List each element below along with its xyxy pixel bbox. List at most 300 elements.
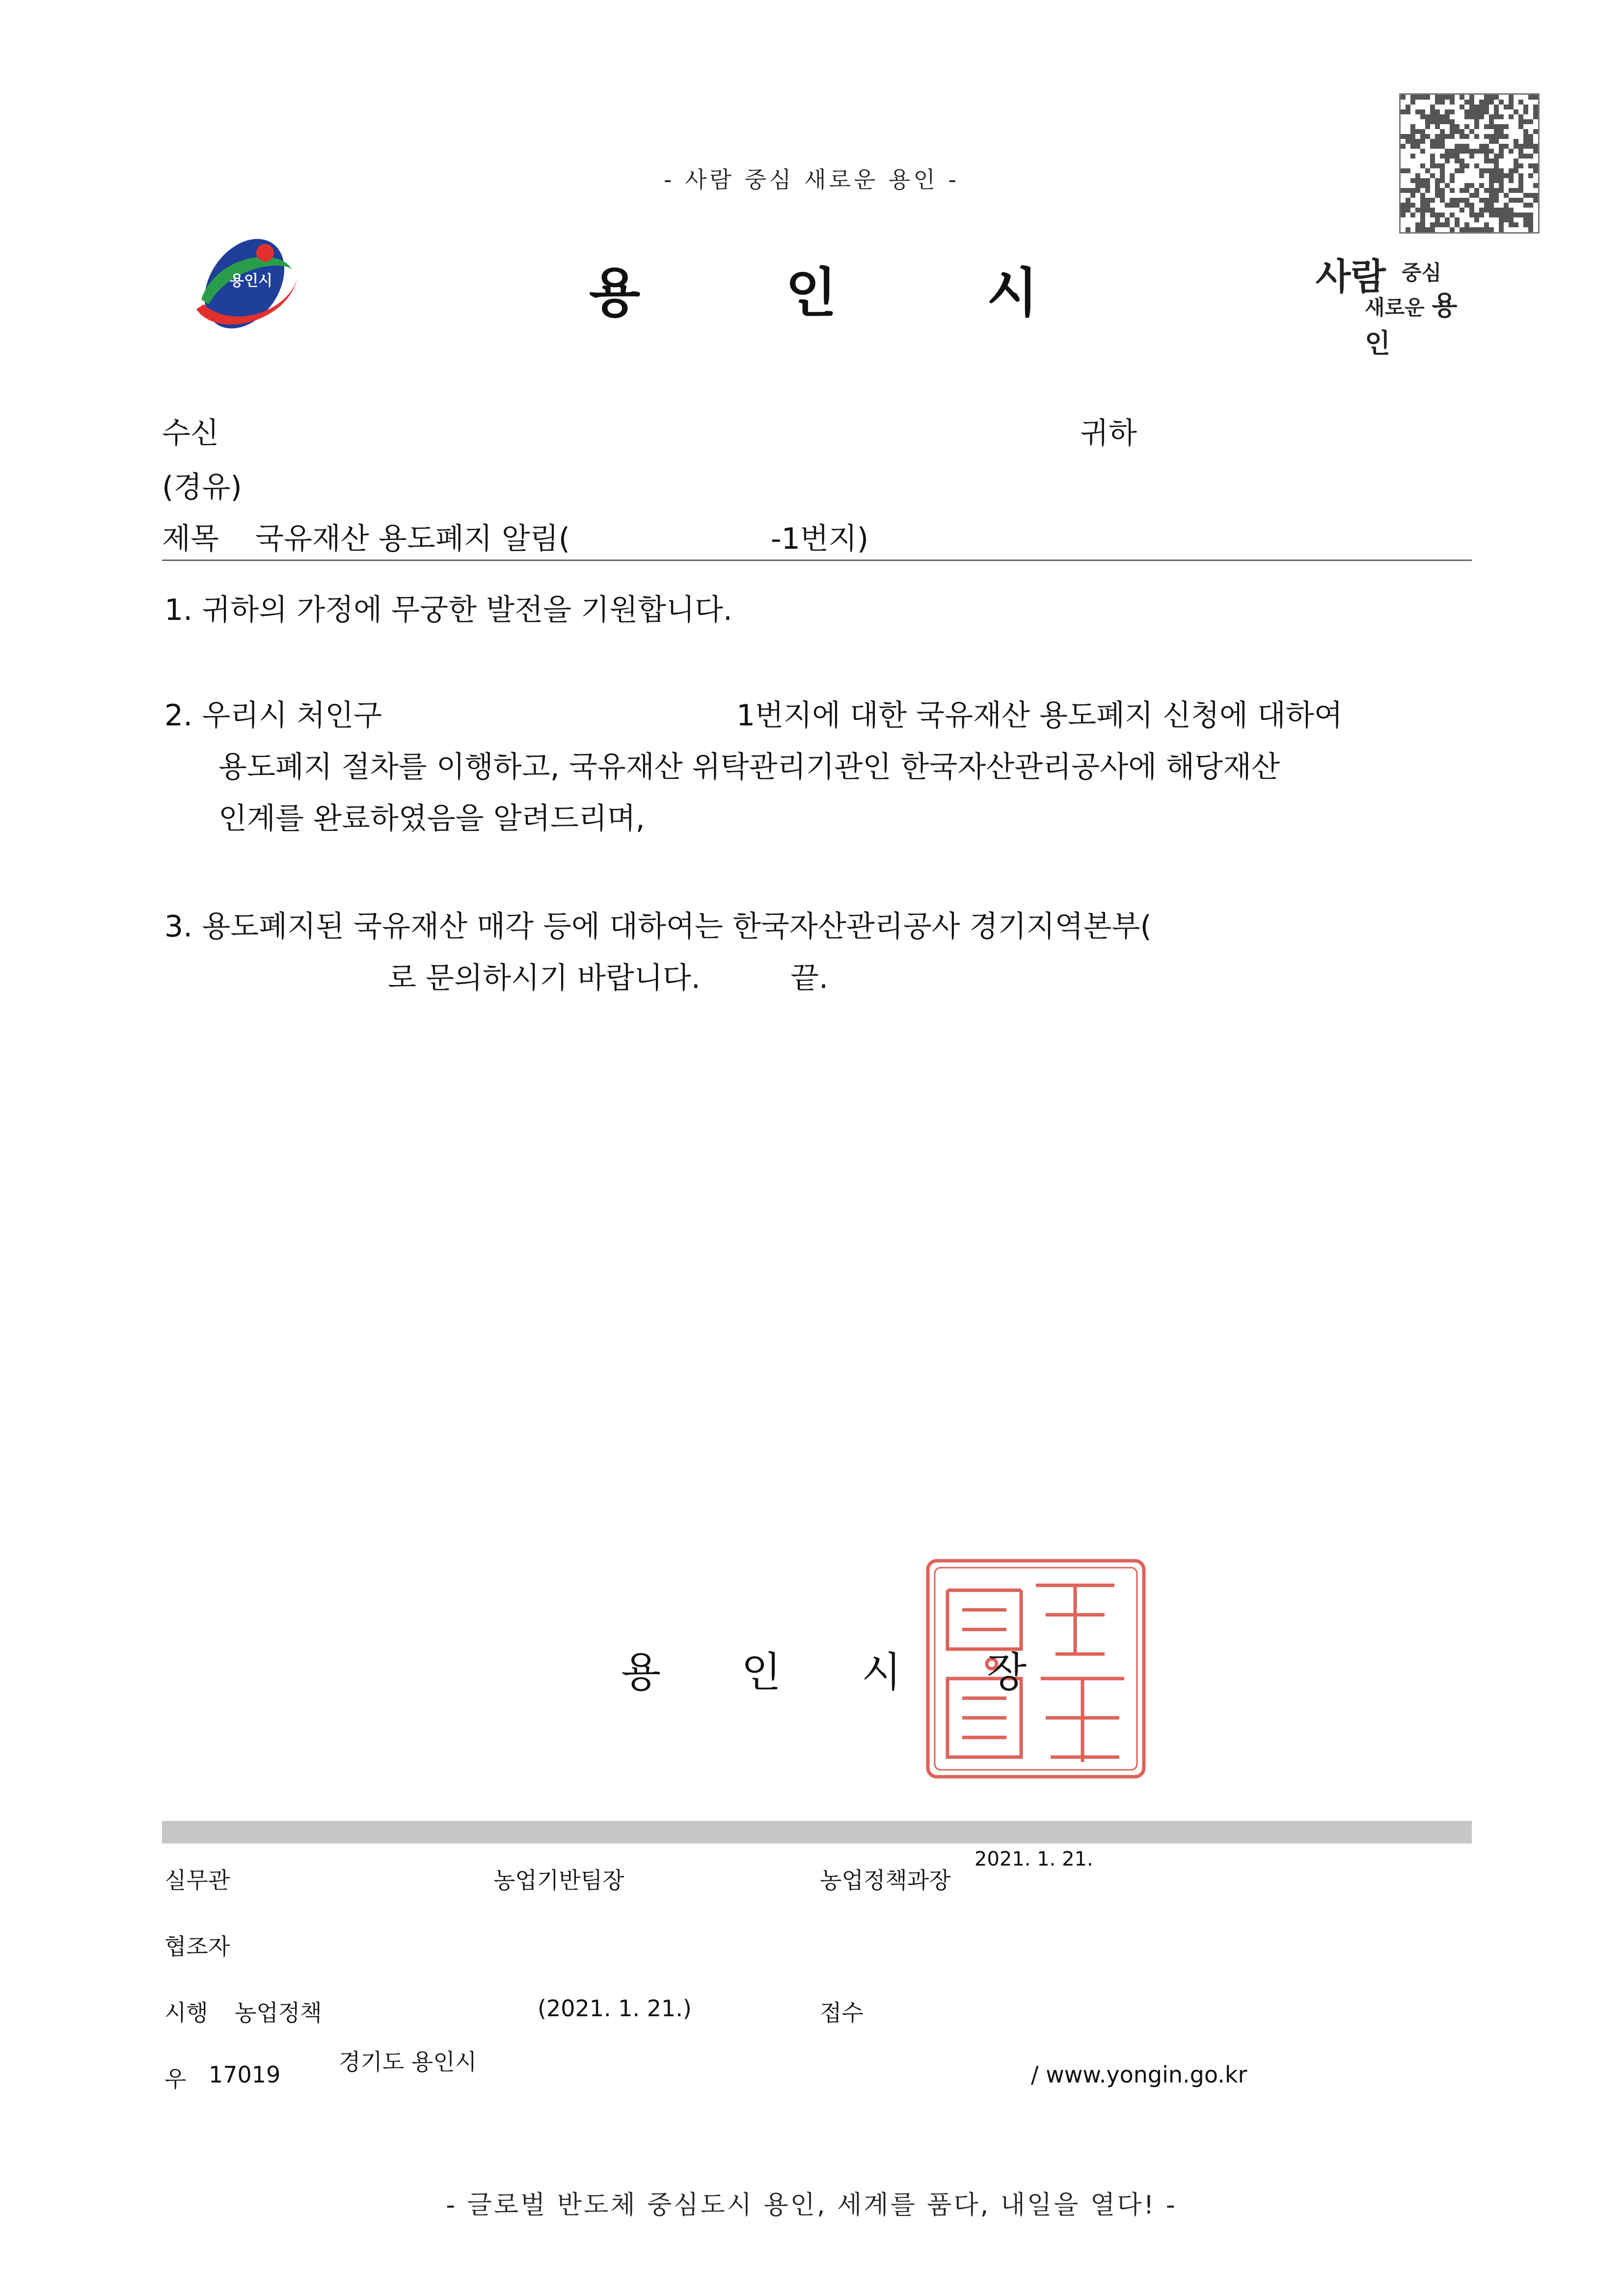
qr-module <box>1479 100 1484 105</box>
paragraph-2-mid: 1번지에 대한 국유재산 용도폐지 신청에 대하여 <box>736 698 1343 733</box>
brand-word-saeroun: 새로운 <box>1365 295 1425 320</box>
qr-module <box>1406 134 1410 139</box>
qr-module <box>1504 134 1509 139</box>
qr-module <box>1469 203 1474 208</box>
qr-module <box>1450 198 1455 203</box>
qr-module <box>1425 95 1430 100</box>
qr-module <box>1460 188 1464 193</box>
qr-module <box>1401 95 1406 100</box>
qr-module <box>1533 105 1538 109</box>
qr-module <box>1499 124 1504 129</box>
subject-label: 제목 <box>162 522 219 556</box>
qr-module <box>1494 163 1499 168</box>
qr-module <box>1420 222 1425 227</box>
qr-module <box>1420 198 1425 203</box>
qr-module <box>1425 208 1430 213</box>
qr-module <box>1406 105 1410 109</box>
qr-module <box>1474 149 1479 154</box>
qr-module <box>1450 95 1455 100</box>
qr-module <box>1440 213 1445 217</box>
qr-module <box>1401 134 1406 139</box>
qr-module <box>1484 203 1489 208</box>
qr-module <box>1464 183 1469 188</box>
qr-module <box>1450 149 1455 154</box>
qr-module <box>1523 139 1528 144</box>
qr-module <box>1415 208 1420 213</box>
signature-char-3: 시 <box>862 1648 902 1696</box>
qr-module <box>1523 144 1528 149</box>
qr-module <box>1494 105 1499 109</box>
qr-module <box>1504 217 1509 222</box>
qr-module <box>1479 144 1484 149</box>
paragraph-2-start: 2. 우리시 처인구 <box>164 698 382 733</box>
section-chief-label: 농업정책과장 <box>820 1867 951 1894</box>
qr-module <box>1450 178 1455 183</box>
qr-module <box>1401 144 1406 149</box>
qr-module <box>1469 154 1474 159</box>
qr-module <box>1509 188 1514 193</box>
recipient-suffix: 귀하 <box>1080 416 1137 451</box>
qr-module <box>1420 109 1425 114</box>
qr-module <box>1410 144 1415 149</box>
qr-module <box>1401 188 1406 193</box>
recipient-label: 수신 <box>162 416 219 451</box>
qr-module <box>1460 95 1464 100</box>
qr-module <box>1489 100 1494 105</box>
qr-module <box>1518 149 1523 154</box>
qr-module <box>1484 95 1489 100</box>
qr-module <box>1499 144 1504 149</box>
qr-module <box>1420 183 1425 188</box>
qr-module <box>1474 217 1479 222</box>
qr-module <box>1450 100 1455 105</box>
qr-module <box>1533 95 1538 100</box>
qr-module <box>1484 159 1489 163</box>
qr-module <box>1435 124 1440 129</box>
qr-module <box>1484 188 1489 193</box>
official-seal <box>918 1551 1154 1787</box>
qr-module <box>1445 154 1450 159</box>
qr-module <box>1523 213 1528 217</box>
qr-module <box>1415 144 1420 149</box>
qr-module <box>1484 134 1489 139</box>
via-label: (경유) <box>162 470 242 505</box>
qr-module <box>1509 114 1514 119</box>
qr-module <box>1440 173 1445 178</box>
qr-module <box>1533 168 1538 173</box>
qr-module <box>1499 154 1504 159</box>
qr-module <box>1504 208 1509 213</box>
logo-text: 용인시 <box>230 272 272 290</box>
qr-module <box>1460 208 1464 213</box>
qr-module <box>1523 134 1528 139</box>
qr-module <box>1435 119 1440 124</box>
qr-module <box>1514 222 1518 227</box>
qr-module <box>1518 188 1523 193</box>
qr-module <box>1484 100 1489 105</box>
qr-module <box>1430 163 1435 168</box>
qr-module <box>1435 109 1440 114</box>
qr-module <box>1489 139 1494 144</box>
qr-module <box>1410 213 1415 217</box>
footer-bar <box>162 1821 1472 1843</box>
qr-module <box>1450 154 1455 159</box>
qr-module <box>1415 222 1420 227</box>
qr-module <box>1406 198 1410 203</box>
qr-module <box>1440 154 1445 159</box>
qr-module <box>1464 163 1469 168</box>
qr-module <box>1494 124 1499 129</box>
qr-module <box>1435 95 1440 100</box>
qr-module <box>1484 105 1489 109</box>
qr-module <box>1518 173 1523 178</box>
qr-module <box>1509 208 1514 213</box>
qr-module <box>1528 203 1533 208</box>
qr-module <box>1489 149 1494 154</box>
qr-module <box>1479 114 1484 119</box>
qr-module <box>1533 114 1538 119</box>
qr-module <box>1484 198 1489 203</box>
qr-module <box>1518 114 1523 119</box>
qr-module <box>1504 203 1509 208</box>
qr-module <box>1440 222 1445 227</box>
qr-module <box>1455 222 1460 227</box>
qr-code <box>1399 93 1540 234</box>
qr-module <box>1499 222 1504 227</box>
qr-module <box>1489 203 1494 208</box>
qr-module <box>1440 100 1445 105</box>
qr-module <box>1484 154 1489 159</box>
qr-module <box>1514 139 1518 144</box>
qr-module <box>1410 95 1415 100</box>
brand-word-jungsim: 중심 <box>1402 261 1442 285</box>
qr-module <box>1435 188 1440 193</box>
qr-module <box>1509 178 1514 183</box>
qr-module <box>1489 124 1494 129</box>
qr-module <box>1489 114 1494 119</box>
qr-module <box>1474 134 1479 139</box>
qr-module <box>1410 178 1415 183</box>
qr-module <box>1430 105 1435 109</box>
qr-module <box>1489 183 1494 188</box>
qr-module <box>1474 105 1479 109</box>
qr-module <box>1460 198 1464 203</box>
qr-module <box>1469 109 1474 114</box>
qr-module <box>1518 144 1523 149</box>
qr-module <box>1406 188 1410 193</box>
qr-module <box>1469 183 1474 188</box>
qr-module <box>1494 159 1499 163</box>
brand-word-yongin: 용인 <box>1365 290 1458 359</box>
qr-module <box>1435 134 1440 139</box>
qr-module <box>1455 149 1460 154</box>
qr-module <box>1494 154 1499 159</box>
website-link[interactable]: / www.yongin.go.kr <box>1031 2061 1247 2088</box>
qr-module <box>1435 100 1440 105</box>
qr-module <box>1484 222 1489 227</box>
qr-module <box>1479 149 1484 154</box>
qr-module <box>1410 139 1415 144</box>
qr-module <box>1410 134 1415 139</box>
paragraph-3-line2: 로 문의하시기 바랍니다. <box>388 961 701 995</box>
qr-module <box>1435 139 1440 144</box>
qr-module <box>1523 154 1528 159</box>
qr-module <box>1410 129 1415 134</box>
qr-module <box>1406 208 1410 213</box>
qr-module <box>1415 183 1420 188</box>
qr-module <box>1514 159 1518 163</box>
qr-module <box>1450 129 1455 134</box>
paragraph-3-end: 끝. <box>790 961 829 995</box>
qr-module <box>1489 168 1494 173</box>
qr-module <box>1455 144 1460 149</box>
cooperator-label: 협조자 <box>164 1933 230 1960</box>
qr-module <box>1533 109 1538 114</box>
qr-module <box>1464 144 1469 149</box>
qr-module <box>1499 129 1504 134</box>
qr-module <box>1514 163 1518 168</box>
qr-module <box>1479 213 1484 217</box>
qr-module <box>1445 95 1450 100</box>
qr-module <box>1430 139 1435 144</box>
qr-module <box>1460 144 1464 149</box>
qr-module <box>1499 100 1504 105</box>
qr-module <box>1435 222 1440 227</box>
qr-module <box>1469 213 1474 217</box>
qr-module <box>1425 183 1430 188</box>
qr-module <box>1415 173 1420 178</box>
qr-module <box>1464 149 1469 154</box>
qr-module <box>1430 159 1435 163</box>
qr-module <box>1425 134 1430 139</box>
top-slogan: - 사람 중심 새로운 용인 - <box>663 166 960 193</box>
qr-module <box>1406 109 1410 114</box>
qr-module <box>1528 154 1533 159</box>
qr-module <box>1479 183 1484 188</box>
qr-module <box>1499 173 1504 178</box>
qr-module <box>1523 119 1528 124</box>
qr-module <box>1523 193 1528 198</box>
qr-module <box>1504 144 1509 149</box>
qr-module <box>1464 203 1469 208</box>
qr-module <box>1440 163 1445 168</box>
qr-module <box>1430 119 1435 124</box>
qr-module <box>1494 193 1499 198</box>
qr-module <box>1440 168 1445 173</box>
qr-module <box>1430 114 1435 119</box>
brand-slogan-logo <box>1316 248 1478 359</box>
paragraph-2-line2: 용도폐지 절차를 이행하고, 국유재산 위탁관리기관인 한국자산관리공사에 해당재산 <box>218 750 1280 784</box>
qr-module <box>1484 149 1489 154</box>
qr-module <box>1504 124 1509 129</box>
qr-module <box>1499 183 1504 188</box>
qr-module <box>1523 105 1528 109</box>
qr-module <box>1523 129 1528 134</box>
qr-module <box>1445 134 1450 139</box>
postal-label: 우 <box>164 2066 187 2092</box>
qr-module <box>1518 178 1523 183</box>
qr-module <box>1415 109 1420 114</box>
qr-module <box>1518 119 1523 124</box>
office-address: 경기도 용인시 <box>339 2049 477 2075</box>
qr-module <box>1445 149 1450 154</box>
qr-module <box>1435 193 1440 198</box>
qr-module <box>1474 213 1479 217</box>
qr-module <box>1435 163 1440 168</box>
qr-module <box>1425 227 1430 232</box>
qr-module <box>1489 173 1494 178</box>
qr-module <box>1460 159 1464 163</box>
title-char-3: 시 <box>987 263 1038 324</box>
qr-module <box>1445 159 1450 163</box>
officer-label: 실무관 <box>164 1867 230 1894</box>
qr-module <box>1420 149 1425 154</box>
qr-module <box>1415 129 1420 134</box>
qr-module <box>1494 109 1499 114</box>
subject-tail: -1번지) <box>771 522 869 556</box>
qr-module <box>1445 222 1450 227</box>
qr-module <box>1528 134 1533 139</box>
qr-module <box>1484 144 1489 149</box>
qr-module <box>1406 168 1410 173</box>
qr-module <box>1460 168 1464 173</box>
subject-text: 국유재산 용도폐지 알림( <box>255 522 570 556</box>
qr-module <box>1435 217 1440 222</box>
qr-module <box>1415 139 1420 144</box>
qr-module <box>1430 213 1435 217</box>
qr-module <box>1494 213 1499 217</box>
qr-module <box>1464 222 1469 227</box>
qr-module <box>1499 134 1504 139</box>
qr-module <box>1469 193 1474 198</box>
qr-module <box>1514 213 1518 217</box>
yongin-city-logo <box>187 226 304 339</box>
qr-module <box>1430 173 1435 178</box>
qr-module <box>1509 95 1514 100</box>
qr-module <box>1450 203 1455 208</box>
qr-module <box>1489 227 1494 232</box>
qr-module <box>1489 198 1494 203</box>
qr-module <box>1518 100 1523 105</box>
qr-module <box>1533 198 1538 203</box>
qr-module <box>1533 144 1538 149</box>
qr-module <box>1435 213 1440 217</box>
qr-module <box>1479 168 1484 173</box>
qr-module <box>1509 168 1514 173</box>
qr-module <box>1425 178 1430 183</box>
qr-module <box>1469 129 1474 134</box>
enforce-dept: 농업정책 <box>235 2000 322 2026</box>
qr-module <box>1455 154 1460 159</box>
qr-module <box>1528 217 1533 222</box>
qr-module <box>1450 227 1455 232</box>
qr-module <box>1455 168 1460 173</box>
qr-module <box>1494 129 1499 134</box>
qr-module <box>1469 149 1474 154</box>
qr-module <box>1415 188 1420 193</box>
qr-module <box>1455 129 1460 134</box>
qr-module <box>1406 139 1410 144</box>
qr-module <box>1499 217 1504 222</box>
qr-module <box>1528 119 1533 124</box>
qr-module <box>1440 134 1445 139</box>
qr-module <box>1474 193 1479 198</box>
qr-module <box>1474 163 1479 168</box>
qr-module <box>1420 227 1425 232</box>
qr-module <box>1514 144 1518 149</box>
qr-module <box>1460 149 1464 154</box>
qr-module <box>1528 227 1533 232</box>
qr-module <box>1430 154 1435 159</box>
qr-module <box>1425 124 1430 129</box>
qr-module <box>1455 203 1460 208</box>
qr-module <box>1533 193 1538 198</box>
qr-module <box>1455 159 1460 163</box>
qr-module <box>1474 227 1479 232</box>
qr-module <box>1499 114 1504 119</box>
qr-module <box>1484 227 1489 232</box>
qr-module <box>1469 100 1474 105</box>
qr-module <box>1430 227 1435 232</box>
qr-module <box>1528 222 1533 227</box>
qr-module <box>1430 144 1435 149</box>
qr-module <box>1406 227 1410 232</box>
qr-module <box>1455 124 1460 129</box>
qr-module <box>1514 188 1518 193</box>
enforce-label: 시행 <box>164 2000 208 2026</box>
qr-module <box>1410 188 1415 193</box>
paragraph-2-line3: 인계를 완료하였음을 알려드리며, <box>218 801 645 836</box>
qr-module <box>1460 105 1464 109</box>
title-char-2: 인 <box>785 263 837 324</box>
qr-module <box>1509 198 1514 203</box>
qr-module <box>1489 193 1494 198</box>
qr-module <box>1528 213 1533 217</box>
qr-module <box>1450 173 1455 178</box>
qr-module <box>1494 178 1499 183</box>
qr-module <box>1469 114 1474 119</box>
bottom-slogan: - 글로벌 반도체 중심도시 용인, 세계를 품다, 내일을 열다! - <box>446 2190 1177 2220</box>
qr-module <box>1401 208 1406 213</box>
qr-module <box>1504 213 1509 217</box>
qr-module <box>1435 144 1440 149</box>
qr-module <box>1474 109 1479 114</box>
qr-module <box>1528 139 1533 144</box>
brand-word-saram: 사람 <box>1316 256 1386 298</box>
qr-module <box>1460 129 1464 134</box>
qr-module <box>1533 149 1538 154</box>
approval-date: 2021. 1. 21. <box>974 1848 1093 1870</box>
qr-module <box>1430 222 1435 227</box>
qr-module <box>1425 114 1430 119</box>
qr-module <box>1469 95 1474 100</box>
qr-module <box>1401 203 1406 208</box>
qr-module <box>1489 208 1494 213</box>
qr-module <box>1460 163 1464 168</box>
qr-module <box>1425 188 1430 193</box>
qr-module <box>1410 100 1415 105</box>
qr-module <box>1410 203 1415 208</box>
qr-module <box>1469 227 1474 232</box>
qr-module <box>1464 124 1469 129</box>
qr-module <box>1489 95 1494 100</box>
qr-module <box>1455 198 1460 203</box>
qr-module <box>1518 154 1523 159</box>
qr-module <box>1494 139 1499 144</box>
qr-module <box>1420 134 1425 139</box>
qr-module <box>1440 139 1445 144</box>
qr-module <box>1430 208 1435 213</box>
